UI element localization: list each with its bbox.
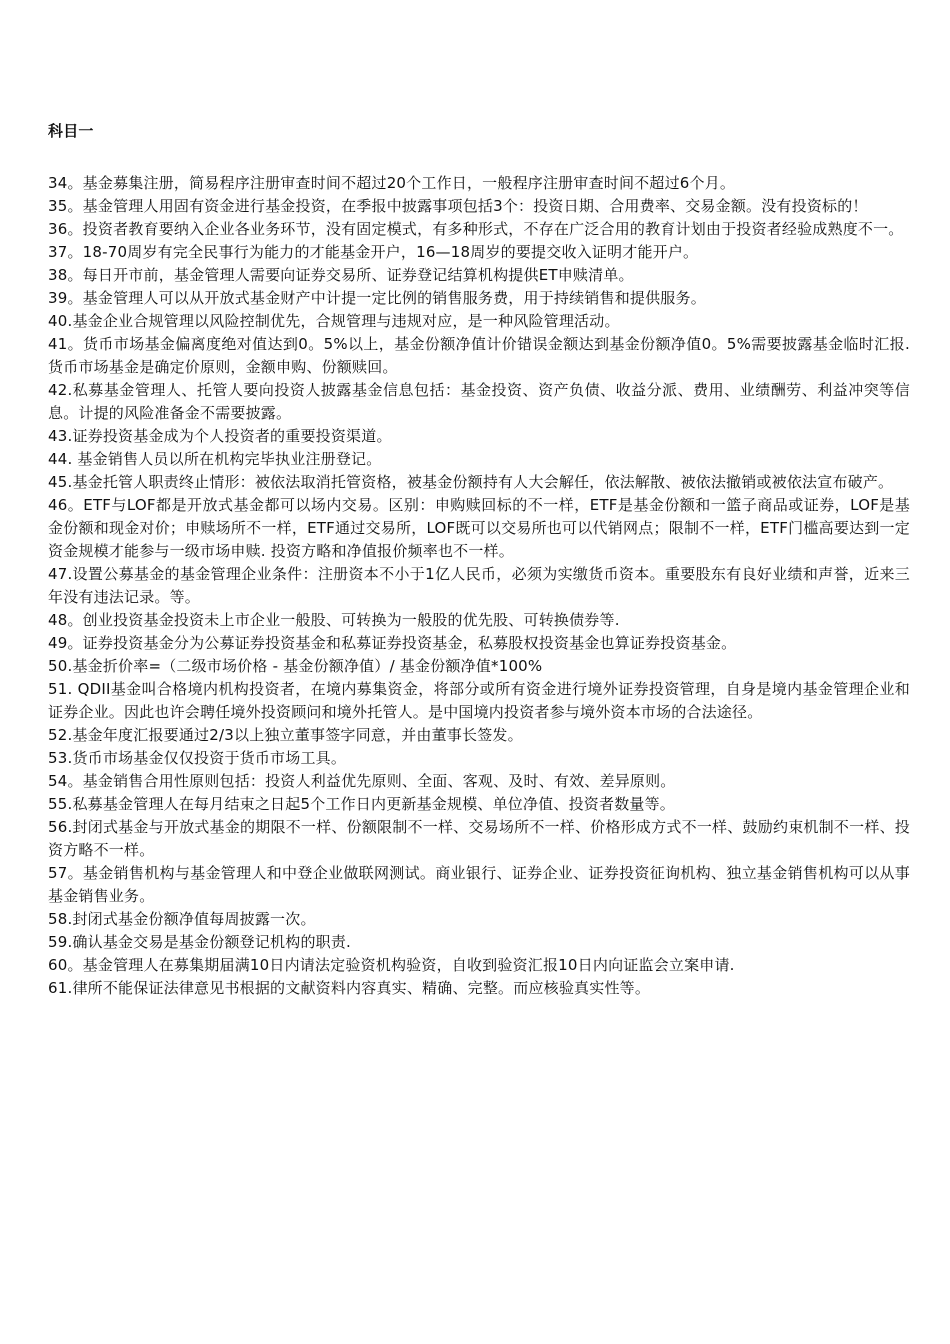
list-item: 60。基金管理人在募集期届满10日内请法定验资机构验资，自收到验资汇报10日内向证监会立案申请. [48,956,735,974]
list-item: 47.设置公募基金的基金管理企业条件：注册资本不小于1亿人民币，必须为实缴货币资本。重要股东有良好业绩和声誉，近来三年没有违法记录。等。 [48,565,910,606]
list-item: 59.确认基金交易是基金份额登记机构的职责. [48,933,352,951]
list-item: 39。基金管理人可以从开放式基金财产中计提一定比例的销售服务费，用于持续销售和提供服务。 [48,289,706,307]
list-item: 50.基金折价率=（二级市场价格 - 基金份额净值）/ 基金份额净值*100% [48,657,543,675]
list-item: 52.基金年度汇报要通过2/3以上独立董事签字同意，并由董事长签发。 [48,726,523,744]
page-title: 科目一 [48,122,94,140]
document-page [48,120,910,1000]
list-item: 40.基金企业合规管理以风险控制优先，合规管理与违规对应，是一种风险管理活动。 [48,312,620,330]
list-item: 61.律所不能保证法律意见书根据的文献资料内容真实、精确、完整。而应核验真实性等。 [48,979,651,997]
list-item: 41。货币市场基金偏离度绝对值达到0。5%以上，基金份额净值计价错误金额达到基金份额净值0。5%需要披露基金临时汇报.货币市场基金是确定价原则，金额申购、份额赎回。 [48,335,910,376]
list-item: 56.封闭式基金与开放式基金的期限不一样、份额限制不一样、交易场所不一样、价格形成方式不一样、鼓励约束机制不一样、投资方略不一样。 [48,818,910,859]
item-list [48,172,910,1000]
list-item: 42.私募基金管理人、托管人要向投资人披露基金信息包括：基金投资、资产负债、收益分派、费用、业绩酬劳、利益冲突等信息。计提的风险准备金不需要披露。 [48,381,910,422]
list-item: 36。投资者教育要纳入企业各业务环节，没有固定模式，有多种形式，不存在广泛合用的教育计划由于投资者经验成熟度不一。 [48,220,904,238]
list-item: 45.基金托管人职责终止情形：被依法取消托管资格，被基金份额持有人大会解任，依法解散、被依法撤销或被依法宣布破产。 [48,473,894,491]
list-item: 38。每日开市前，基金管理人需要向证券交易所、证券登记结算机构提供ET申赎清单。 [48,266,634,284]
list-item: 54。基金销售合用性原则包括：投资人利益优先原则、全面、客观、及时、有效、差异原则。 [48,772,676,790]
list-item: 34。基金募集注册，简易程序注册审查时间不超过20个工作日，一般程序注册审查时间不超过6个月。 [48,174,736,192]
list-item: 53.货币市场基金仅仅投资于货币市场工具。 [48,749,347,767]
list-item: 55.私募基金管理人在每月结束之日起5个工作日内更新基金规模、单位净值、投资者数量等。 [48,795,676,813]
list-item: 44. 基金销售人员以所在机构完毕执业注册登记。 [48,450,382,468]
list-item: 37。18-70周岁有完全民事行为能力的才能基金开户，16—18周岁的要提交收入证明才能开户。 [48,243,699,261]
list-item: 46。ETF与LOF都是开放式基金都可以场内交易。区别：申购赎回标的不一样，ETF是基金份额和一篮子商品或证券，LOF是基金份额和现金对价；申赎场所不一样，ETF通过交易所，LOF既可以交易所也可以代销网点；限制不一样，ETF门槛高要达到一定资金规模才能参与一级市场申赎. 投资方略和净值报价频率也不一样。 [48,496,910,560]
list-item: 51. QDII基金叫合格境内机构投资者，在境内募集资金，将部分或所有资金进行境外证券投资管理，自身是境内基金管理企业和证券企业。因此也许会聘任境外投资顾问和境外托管人。是中国境内投资者参与境外资本市场的合法途径。 [48,680,910,721]
list-item: 35。基金管理人用固有资金进行基金投资，在季报中披露事项包括3个：投资日期、合用费率、交易金额。没有投资标的！ [48,197,868,215]
list-item: 43.证券投资基金成为个人投资者的重要投资渠道。 [48,427,392,445]
list-item: 48。创业投资基金投资未上市企业一般股、可转换为一般股的优先股、可转换债券等. [48,611,620,629]
list-item: 58.封闭式基金份额净值每周披露一次。 [48,910,316,928]
list-item: 49。证券投资基金分为公募证券投资基金和私募证券投资基金，私募股权投资基金也算证券投资基金。 [48,634,737,652]
list-item: 57。基金销售机构与基金管理人和中登企业做联网测试。商业银行、证券企业、证券投资征询机构、独立基金销售机构可以从事基金销售业务。 [48,864,910,905]
